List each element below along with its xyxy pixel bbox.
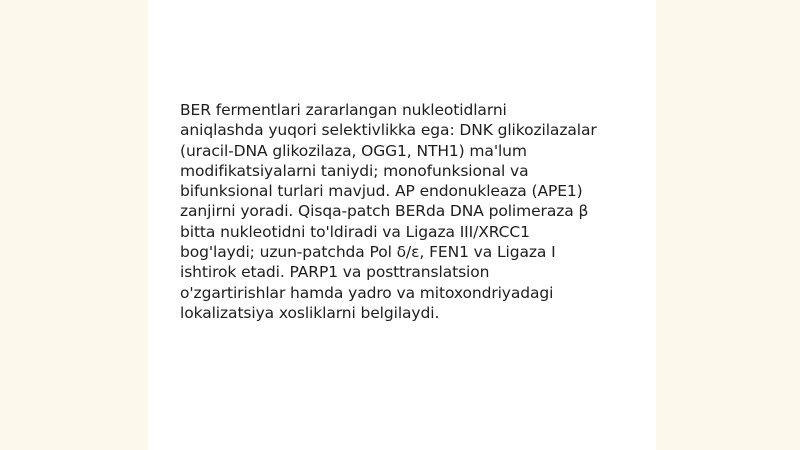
paragraph-line: bitta nukleotidni to'ldiradi va Ligaza III/XRCC1	[180, 222, 530, 241]
paragraph-line: modifikatsiyalarni taniydi; monofunksional va	[180, 161, 529, 180]
paragraph-line: bog'laydi; uzun-patchda Pol δ/ε, FEN1 va Ligaza I	[180, 243, 556, 262]
paragraph-line: o'zgartirishlar hamda yadro va mitoxondriyadagi	[180, 283, 554, 302]
paragraph-line: (uracil-DNA glikozilaza, OGG1, NTH1) ma'lum	[180, 141, 527, 160]
paragraph-line: ishtirok etadi. PARP1 va posttranslatsion	[180, 263, 490, 282]
body-paragraph	[180, 100, 640, 323]
paragraph-line: zanjirni yoradi. Qisqa-patch BERda DNA polimeraza β	[180, 202, 589, 221]
paragraph-line: BER fermentlari zararlangan nukleotidlarni	[180, 101, 507, 119]
paragraph-line: lokalizatsiya xosliklarni belgilaydi.	[180, 303, 440, 322]
paragraph-line: aniqlashda yuqori selektivlikka ega: DNK glikozilazalar	[180, 121, 597, 140]
paragraph-line: bifunksional turlari mavjud. AP endonukleaza (APE1)	[180, 182, 583, 201]
document-page	[148, 0, 656, 450]
